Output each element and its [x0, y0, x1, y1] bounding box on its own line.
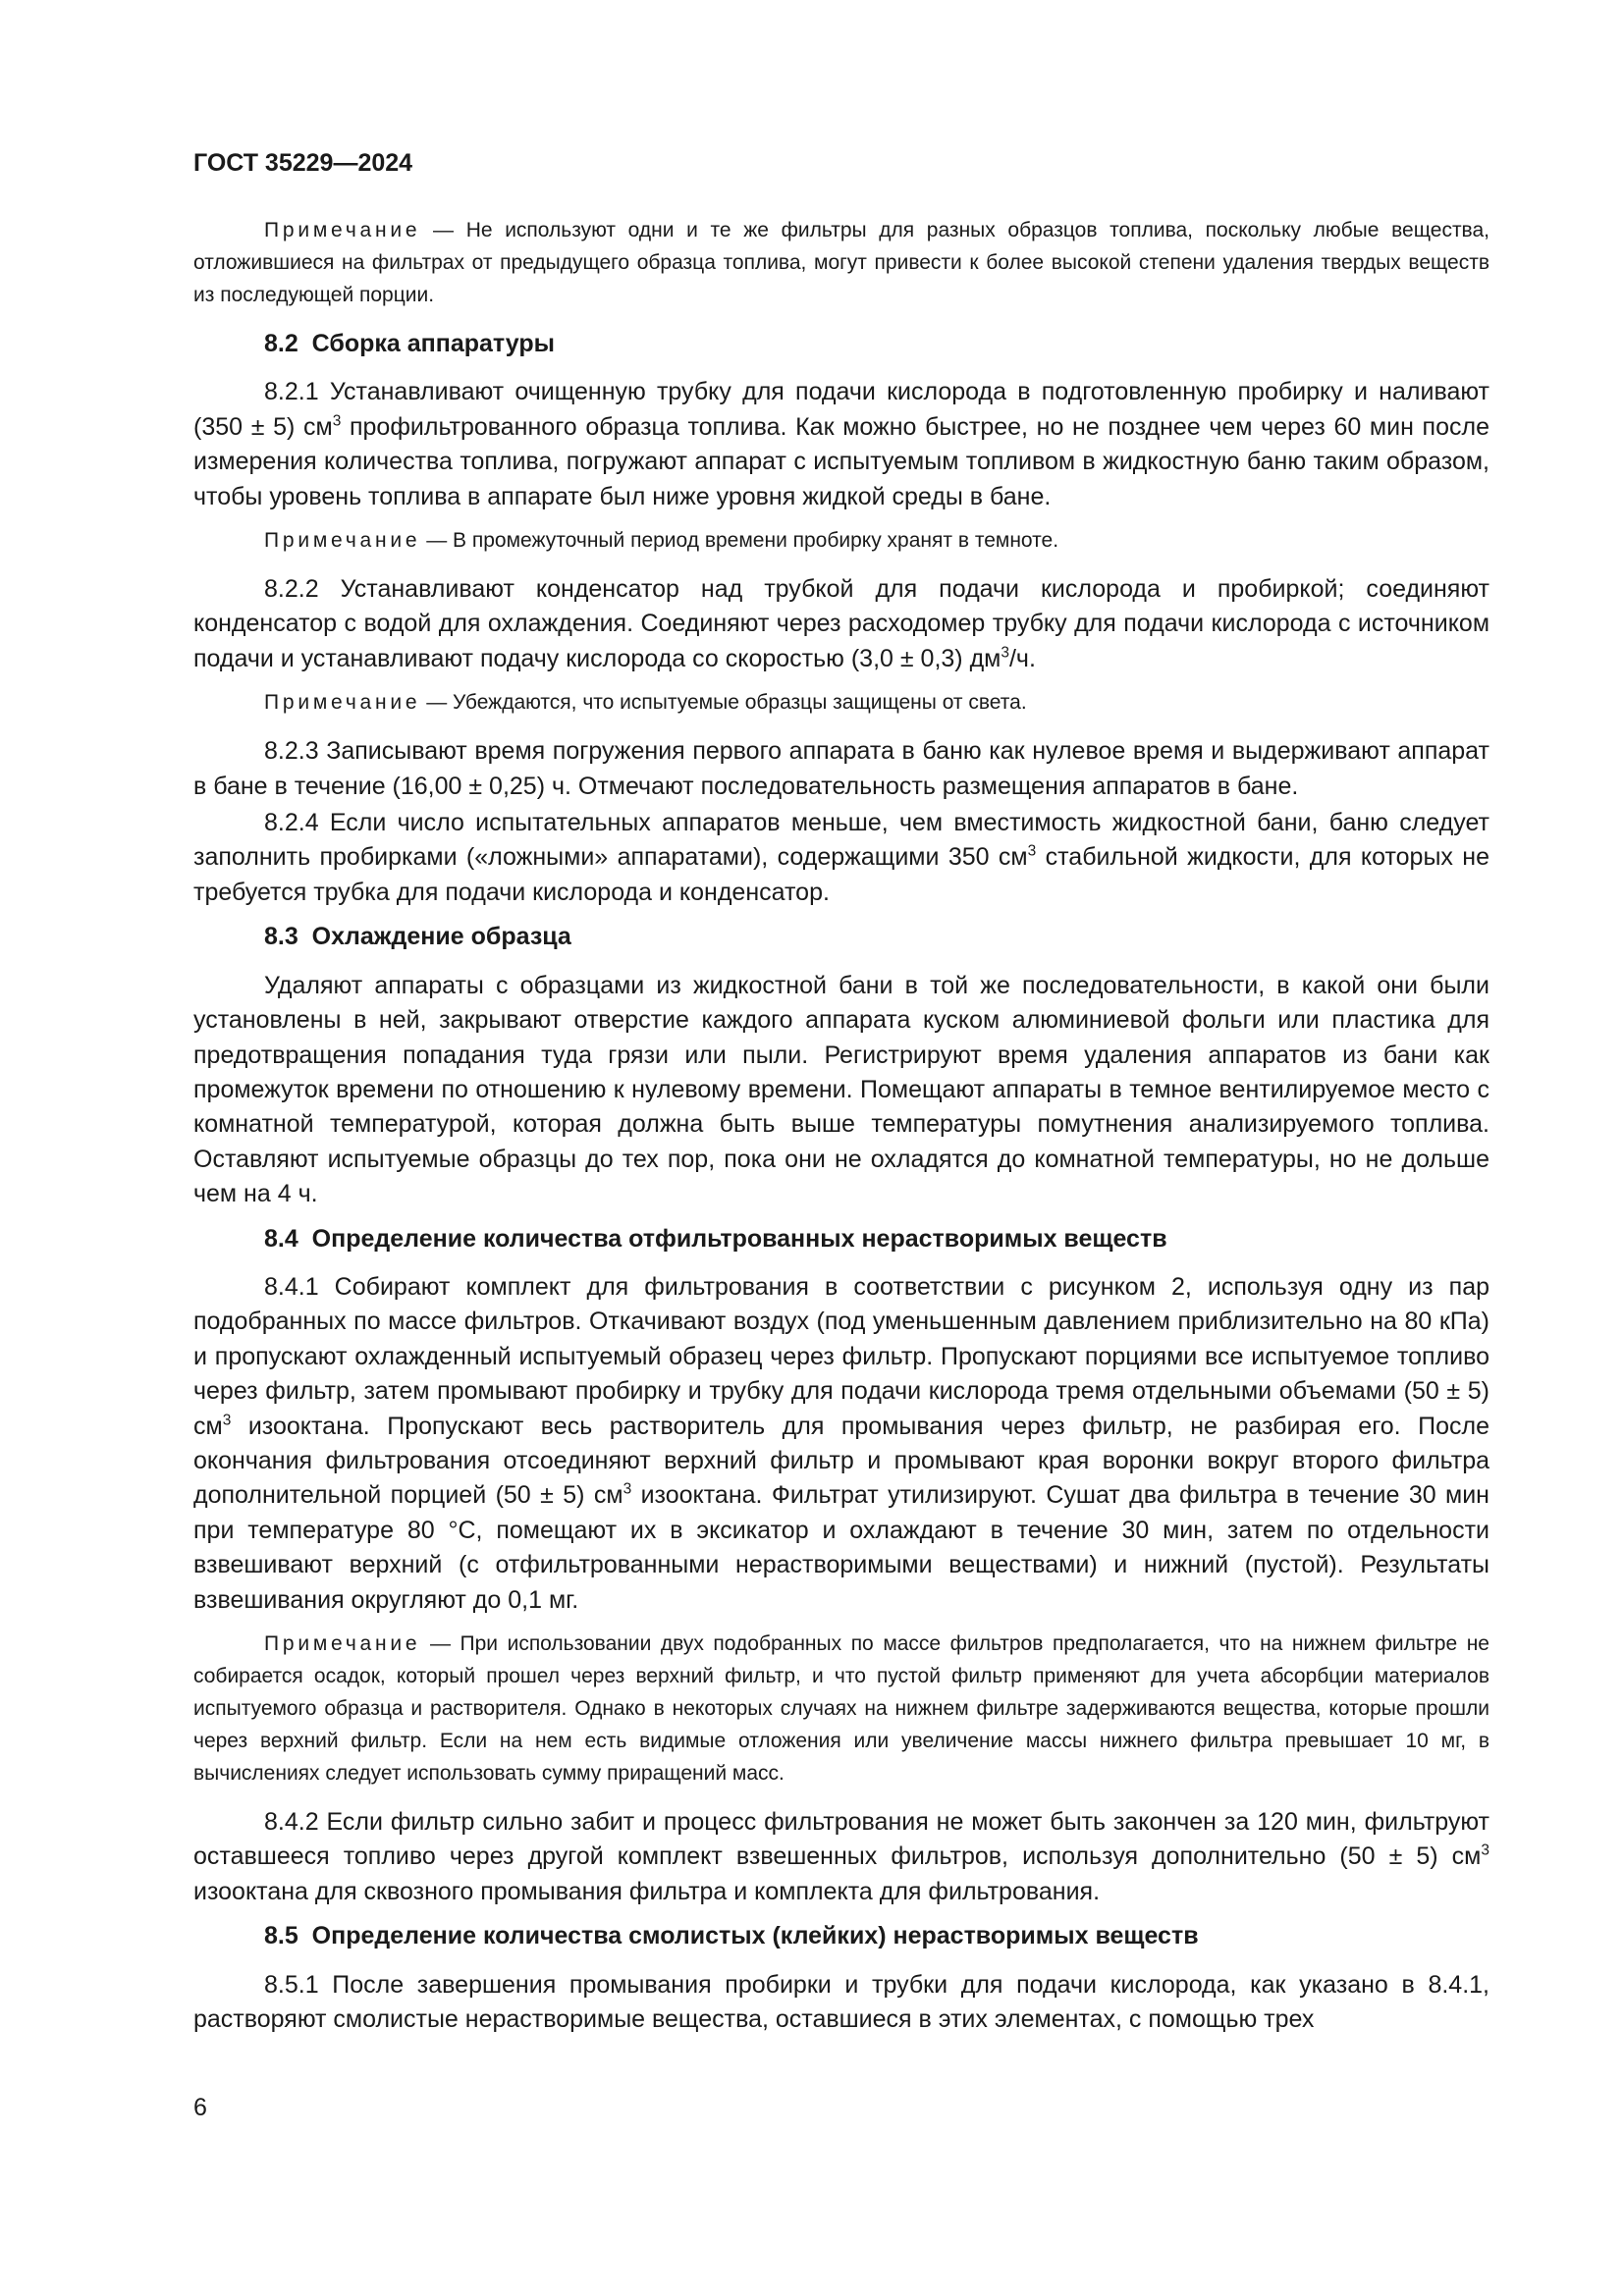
paragraph-8-4-2 — [193, 1805, 1489, 1909]
superscript: 3 — [222, 1412, 232, 1429]
paragraph-8-2-1 — [193, 375, 1489, 514]
note — [193, 1628, 1489, 1789]
paragraph-8-2-4 — [193, 806, 1489, 910]
note-text: — В промежуточный период времени пробирку хранят в темноте. — [426, 529, 1059, 553]
paragraph-8-2-3: 8.2.3 Записывают время погружения первого аппарата в баню как нулевое время и выдерживают аппарат в бане в течение (16,00 ± 0,25) ч. Отмечают последовательность размещения аппаратов в бане. — [193, 737, 1489, 800]
section-number: 8.5 — [264, 1922, 298, 1950]
note — [193, 524, 1489, 557]
section-title: Сборка аппаратуры — [311, 330, 555, 357]
superscript: 3 — [1027, 843, 1037, 861]
note-label: Примечание — [264, 529, 421, 553]
paragraph-text: изооктана. Пропускают весь растворитель для промывания через фильтр, не разбирая его. После окончания фильтрования отсоединяют верхний фильтр и промывают края воронки вокруг второго фильтра дополнительной порцией (50 ± 5) см — [193, 1412, 1489, 1510]
paragraph-text: профильтрованного образца топлива. Как можно быстрее, но не позднее чем через 60 мин после измерения количества топлива, погружают аппарат с испытуемым топливом в жидкостную баню таким образом, чтобы уровень топлива в аппарате был ниже уровня жидкой среды в бане. — [193, 412, 1489, 510]
paragraph-text: изооктана. Фильтрат утилизируют. Сушат два фильтра в течение 30 мин при температуре 80 °С, помещают их в эксикатор и охлаждают в течение 30 мин, затем по отдельности взвешивают верхний (с отфильтрованными нерастворимыми веществами) и нижний (пустой). Результаты взвешивания округляют до 0,1 мг. — [193, 1481, 1489, 1614]
paragraph-text: стабильной жидкости, для которых не требуется трубка для подачи кислорода и конденсатор. — [193, 843, 1490, 906]
paragraph-8-3: Удаляют аппараты с образцами из жидкостной бани в той же последовательности, в какой они были установлены в ней, закрывают отверстие каждого аппарата куском алюминиевой фольги или пластика для предотвращения попадания туда грязи или пыли. Регистрируют время удаления аппаратов из бани как промежуток времени по отношению к нулевому времени. Помещают аппараты в темное вентилируемое место с комнатной температурой, которая должна быть выше температуры помутнения анализируемого топлива. Оставляют испытуемые образцы до тех пор, пока они не охладятся до комнатной температуры, но не дольше чем на 4 ч. — [193, 971, 1489, 1208]
section-heading-8-4 — [193, 1222, 1489, 1256]
document-header: ГОСТ 35229—2024 — [193, 149, 413, 177]
section-heading-8-3 — [193, 920, 1489, 954]
note — [193, 686, 1489, 719]
section-title: Охлаждение образца — [311, 923, 571, 951]
superscript: 3 — [1001, 644, 1009, 662]
paragraph-8-2-2 — [193, 572, 1489, 676]
note-label: Примечание — [264, 691, 421, 715]
paragraph-8-5-1: 8.5.1 После завершения промывания пробирки и трубки для подачи кислорода, как указано в 8.4.1, растворяют смолистые нерастворимые вещества, оставшиеся в этих элементах, с помощью трех — [193, 1970, 1489, 2034]
paragraph-text: изооктана для сквозного промывания фильтра и комплекта для фильтрования. — [193, 1877, 1101, 1905]
section-number: 8.4 — [264, 1224, 298, 1253]
paragraph-text: 8.4.1 Собирают комплект для фильтрования в соответствии с рисунком 2, используя одну из пар подобранных по массе фильтров. Откачивают воздух (под уменьшенным давлением приблизительно на 80 кПа) и пропускают охлажденный испытуемый образец через фильтр. Пропускают порциями все испытуемое топливо через фильтр, затем промывают пробирку и трубку для подачи кислорода тремя отдельными объемами (50 ± 5) см — [193, 1272, 1489, 1440]
section-number: 8.2 — [264, 330, 298, 357]
paragraph-text: 8.2.2 Устанавливают конденсатор над трубкой для подачи кислорода и пробиркой; соединяют конденсатор с водой для охлаждения. Соединяют через расходомер трубку для подачи кислорода с источником подачи и устанавливают подачу кислорода со скоростью (3,0 ± 0,3) дм — [193, 575, 1489, 672]
page-number: 6 — [193, 2094, 207, 2121]
section-title: Определение количества отфильтрованных нерастворимых веществ — [311, 1224, 1167, 1253]
note-text: — Не используют одни и те же фильтры для разных образцов топлива, поскольку любые вещества, отложившиеся на фильтрах от предыдущего образца топлива, могут привести к более высокой степени удаления твердых веществ из последующей порции. — [193, 219, 1489, 306]
note — [193, 214, 1489, 311]
paragraph-8-4-1 — [193, 1270, 1489, 1618]
section-heading-8-2 — [193, 327, 1489, 361]
note-label: Примечание — [264, 219, 421, 241]
paragraph-text: /ч. — [1008, 644, 1036, 672]
section-number: 8.3 — [264, 923, 298, 951]
document-body — [193, 214, 1489, 2047]
superscript: 3 — [1481, 1842, 1489, 1860]
note-label: Примечание — [264, 1632, 421, 1655]
paragraph-text: 8.2.4 Если число испытательных аппаратов меньше, чем вместимость жидкостной бани, баню следует заполнить пробирками («ложными» аппаратами), содержащими 350 см — [193, 809, 1489, 872]
paragraph-text: 8.2.1 Устанавливают очищенную трубку для подачи кислорода в подготовленную пробирку и наливают (350 ± 5) см — [193, 378, 1489, 441]
paragraph-text: 8.4.2 Если фильтр сильно забит и процесс фильтрования не может быть закончен за 120 мин, фильтруют оставшееся топливо через другой комплект взвешенных фильтров, используя дополнительно (50 ± 5) см — [193, 1808, 1489, 1871]
note-text: — При использовании двух подобранных по массе фильтров предполагается, что на нижнем фильтре не собирается осадок, который прошел через верхний фильтр, и что пустой фильтр применяют для учета абсорбции материалов испытуемого образца и растворителя. Однако в некоторых случаях на нижнем фильтре задерживаются вещества, которые прошли через верхний фильтр. Если на нем есть видимые отложения или увеличение массы нижнего фильтра превышает 10 мг, в вычислениях следует использовать сумму приращений масс. — [193, 1632, 1489, 1785]
section-heading-8-5 — [193, 1919, 1489, 1953]
superscript: 3 — [332, 412, 342, 430]
note-text: — Убеждаются, что испытуемые образцы защищены от света. — [426, 691, 1027, 715]
superscript: 3 — [623, 1481, 632, 1499]
section-title: Определение количества смолистых (клейких) нерастворимых веществ — [311, 1922, 1199, 1950]
